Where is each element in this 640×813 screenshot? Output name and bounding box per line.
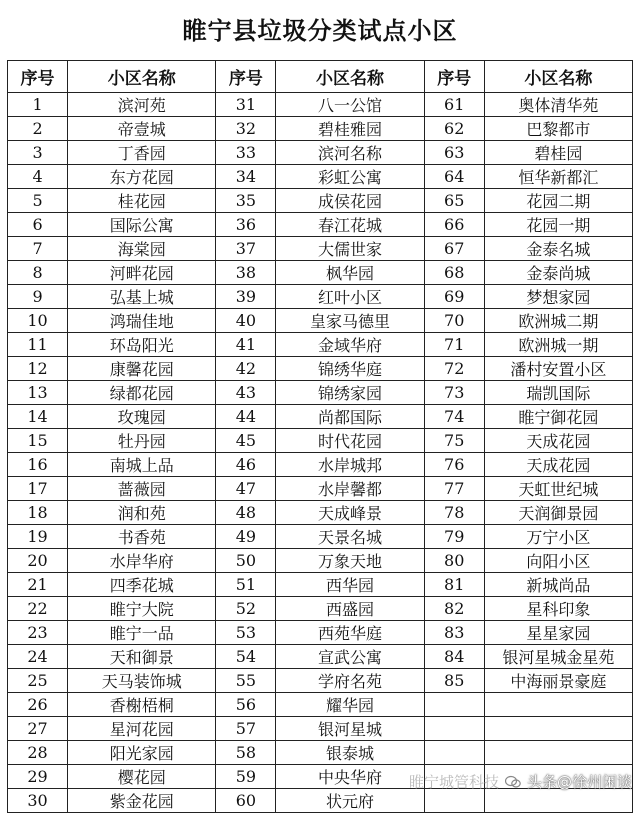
community-name: 万象天地 <box>276 549 424 573</box>
community-name: 鸿瑞佳地 <box>68 309 216 333</box>
community-name: 时代花园 <box>276 429 424 453</box>
row-number: 5 <box>8 189 68 213</box>
row-number: 23 <box>8 621 68 645</box>
community-name: 碧桂雅园 <box>276 117 424 141</box>
table-row <box>8 189 633 213</box>
header-num: 序号 <box>216 61 276 93</box>
table-row <box>8 357 633 381</box>
community-name: 八一公馆 <box>276 93 424 117</box>
community-name: 向阳小区 <box>484 549 632 573</box>
community-name: 樱花园 <box>68 765 216 789</box>
community-name: 金泰名城 <box>484 237 632 261</box>
row-number: 81 <box>424 573 484 597</box>
table-row <box>8 117 633 141</box>
community-name: 碧桂园 <box>484 141 632 165</box>
community-name: 银泰城 <box>276 741 424 765</box>
table-row <box>8 429 633 453</box>
row-number: 74 <box>424 405 484 429</box>
row-number: 37 <box>216 237 276 261</box>
header-name: 小区名称 <box>484 61 632 93</box>
table-row <box>8 453 633 477</box>
row-number: 78 <box>424 501 484 525</box>
community-name: 滨河苑 <box>68 93 216 117</box>
community-name: 绿都花园 <box>68 381 216 405</box>
row-number: 11 <box>8 333 68 357</box>
row-number: 18 <box>8 501 68 525</box>
community-name: 天润御景园 <box>484 501 632 525</box>
table-row <box>8 309 633 333</box>
row-number: 42 <box>216 357 276 381</box>
row-number <box>424 741 484 765</box>
watermark-text: 头条@徐州闲谈 <box>526 773 632 791</box>
row-number: 69 <box>424 285 484 309</box>
table-row <box>8 621 633 645</box>
table-row <box>8 573 633 597</box>
community-name: 天景名城 <box>276 525 424 549</box>
row-number: 83 <box>424 621 484 645</box>
row-number: 16 <box>8 453 68 477</box>
community-name: 花园一期 <box>484 213 632 237</box>
row-number: 73 <box>424 381 484 405</box>
community-name: 西华园 <box>276 573 424 597</box>
row-number: 15 <box>8 429 68 453</box>
row-number: 34 <box>216 165 276 189</box>
row-number: 22 <box>8 597 68 621</box>
row-number: 9 <box>8 285 68 309</box>
community-name: 河畔花园 <box>68 261 216 285</box>
row-number: 6 <box>8 213 68 237</box>
table-row <box>8 165 633 189</box>
row-number: 84 <box>424 645 484 669</box>
row-number: 29 <box>8 765 68 789</box>
community-name: 星星家园 <box>484 621 632 645</box>
row-number: 65 <box>424 189 484 213</box>
community-name: 大儒世家 <box>276 237 424 261</box>
community-name: 水岸馨都 <box>276 477 424 501</box>
community-name <box>484 693 632 717</box>
community-name: 天成花园 <box>484 429 632 453</box>
community-name: 丁香园 <box>68 141 216 165</box>
community-name: 枫华园 <box>276 261 424 285</box>
community-name: 睢宁御花园 <box>484 405 632 429</box>
header-num: 序号 <box>8 61 68 93</box>
community-name: 东方花园 <box>68 165 216 189</box>
community-name: 睢宁大院 <box>68 597 216 621</box>
row-number: 41 <box>216 333 276 357</box>
community-name: 银河星城 <box>276 717 424 741</box>
community-name: 巴黎都市 <box>484 117 632 141</box>
community-name: 紫金花园 <box>68 789 216 813</box>
table-row <box>8 501 633 525</box>
row-number: 66 <box>424 213 484 237</box>
table-row <box>8 717 633 741</box>
table-header-row <box>8 61 633 93</box>
community-name: 润和苑 <box>68 501 216 525</box>
community-name: 花园二期 <box>484 189 632 213</box>
watermark-faded-text: 睢宁城管科技 <box>408 773 499 791</box>
community-table <box>7 60 633 813</box>
community-name: 环岛阳光 <box>68 333 216 357</box>
row-number: 80 <box>424 549 484 573</box>
community-name: 睢宁一品 <box>68 621 216 645</box>
row-number: 21 <box>8 573 68 597</box>
community-name: 香榭梧桐 <box>68 693 216 717</box>
community-name <box>484 717 632 741</box>
community-name: 潘村安置小区 <box>484 357 632 381</box>
row-number: 43 <box>216 381 276 405</box>
community-name: 天成峰景 <box>276 501 424 525</box>
row-number <box>424 789 484 813</box>
row-number: 57 <box>216 717 276 741</box>
row-number: 13 <box>8 381 68 405</box>
community-name: 水岸华府 <box>68 549 216 573</box>
community-name: 康馨花园 <box>68 357 216 381</box>
row-number: 24 <box>8 645 68 669</box>
community-name: 星河花园 <box>68 717 216 741</box>
community-name: 奥体清华苑 <box>484 93 632 117</box>
community-name: 天马装饰城 <box>68 669 216 693</box>
row-number: 45 <box>216 429 276 453</box>
table-row <box>8 669 633 693</box>
row-number: 72 <box>424 357 484 381</box>
row-number: 58 <box>216 741 276 765</box>
community-name: 中央华府 <box>276 765 424 789</box>
row-number: 26 <box>8 693 68 717</box>
row-number: 71 <box>424 333 484 357</box>
community-name: 新城尚品 <box>484 573 632 597</box>
table-row <box>8 525 633 549</box>
table-row <box>8 645 633 669</box>
row-number: 28 <box>8 741 68 765</box>
community-name: 耀华园 <box>276 693 424 717</box>
table-row <box>8 597 633 621</box>
page-title: 睢宁县垃圾分类试点小区 <box>182 16 458 45</box>
row-number: 14 <box>8 405 68 429</box>
row-number <box>424 717 484 741</box>
community-name: 四季花城 <box>68 573 216 597</box>
table-row <box>8 381 633 405</box>
row-number: 76 <box>424 453 484 477</box>
community-name: 阳光家园 <box>68 741 216 765</box>
row-number: 7 <box>8 237 68 261</box>
community-name: 春江花城 <box>276 213 424 237</box>
row-number: 64 <box>424 165 484 189</box>
community-name: 国际公寓 <box>68 213 216 237</box>
row-number: 70 <box>424 309 484 333</box>
community-name: 彩虹公寓 <box>276 165 424 189</box>
community-name: 天和御景 <box>68 645 216 669</box>
community-name: 星科印象 <box>484 597 632 621</box>
community-name: 滨河名称 <box>276 141 424 165</box>
table-row <box>8 693 633 717</box>
table-row <box>8 741 633 765</box>
row-number: 30 <box>8 789 68 813</box>
row-number: 51 <box>216 573 276 597</box>
row-number: 62 <box>424 117 484 141</box>
community-name: 恒华新都汇 <box>484 165 632 189</box>
row-number: 85 <box>424 669 484 693</box>
header-name: 小区名称 <box>276 61 424 93</box>
community-name <box>484 741 632 765</box>
row-number: 75 <box>424 429 484 453</box>
table-row <box>8 261 633 285</box>
community-name: 蔷薇园 <box>68 477 216 501</box>
community-name: 玫瑰园 <box>68 405 216 429</box>
row-number: 47 <box>216 477 276 501</box>
table-row <box>8 405 633 429</box>
community-name: 尚都国际 <box>276 405 424 429</box>
row-number: 54 <box>216 645 276 669</box>
row-number: 39 <box>216 285 276 309</box>
row-number: 32 <box>216 117 276 141</box>
row-number: 10 <box>8 309 68 333</box>
community-name: 宣武公寓 <box>276 645 424 669</box>
community-name: 书香苑 <box>68 525 216 549</box>
community-name: 红叶小区 <box>276 285 424 309</box>
community-name: 帝壹城 <box>68 117 216 141</box>
row-number: 12 <box>8 357 68 381</box>
row-number: 19 <box>8 525 68 549</box>
row-number: 25 <box>8 669 68 693</box>
table-row <box>8 789 633 813</box>
row-number: 46 <box>216 453 276 477</box>
row-number: 77 <box>424 477 484 501</box>
table-row <box>8 93 633 117</box>
table-row <box>8 285 633 309</box>
row-number: 60 <box>216 789 276 813</box>
row-number: 31 <box>216 93 276 117</box>
community-name: 海棠园 <box>68 237 216 261</box>
community-name <box>484 789 632 813</box>
community-name: 皇家马德里 <box>276 309 424 333</box>
row-number: 52 <box>216 597 276 621</box>
row-number: 4 <box>8 165 68 189</box>
community-name: 梦想家园 <box>484 285 632 309</box>
community-name: 弘基上城 <box>68 285 216 309</box>
row-number: 63 <box>424 141 484 165</box>
community-name: 牡丹园 <box>68 429 216 453</box>
row-number: 35 <box>216 189 276 213</box>
row-number: 40 <box>216 309 276 333</box>
community-name: 桂花园 <box>68 189 216 213</box>
row-number: 44 <box>216 405 276 429</box>
row-number: 1 <box>8 93 68 117</box>
community-name: 学府名苑 <box>276 669 424 693</box>
row-number: 67 <box>424 237 484 261</box>
row-number: 20 <box>8 549 68 573</box>
row-number: 55 <box>216 669 276 693</box>
community-name: 天成花园 <box>484 453 632 477</box>
community-name: 水岸城邦 <box>276 453 424 477</box>
community-name: 天虹世纪城 <box>484 477 632 501</box>
row-number: 61 <box>424 93 484 117</box>
row-number: 27 <box>8 717 68 741</box>
row-number: 68 <box>424 261 484 285</box>
community-name: 锦绣华庭 <box>276 357 424 381</box>
table-row <box>8 333 633 357</box>
row-number: 36 <box>216 213 276 237</box>
table-row <box>8 213 633 237</box>
community-name: 金域华府 <box>276 333 424 357</box>
chat-bubble-icon <box>505 775 521 789</box>
row-number: 49 <box>216 525 276 549</box>
community-name: 西苑华庭 <box>276 621 424 645</box>
row-number: 48 <box>216 501 276 525</box>
table-row <box>8 141 633 165</box>
community-name: 成侯花园 <box>276 189 424 213</box>
row-number: 2 <box>8 117 68 141</box>
table-row <box>8 237 633 261</box>
row-number: 33 <box>216 141 276 165</box>
row-number <box>424 693 484 717</box>
row-number: 53 <box>216 621 276 645</box>
row-number: 79 <box>424 525 484 549</box>
community-name: 银河星城金星苑 <box>484 645 632 669</box>
community-name: 万宁小区 <box>484 525 632 549</box>
row-number: 8 <box>8 261 68 285</box>
row-number: 38 <box>216 261 276 285</box>
community-name: 中海丽景豪庭 <box>484 669 632 693</box>
community-name: 欧洲城一期 <box>484 333 632 357</box>
table-row <box>8 477 633 501</box>
row-number: 3 <box>8 141 68 165</box>
row-number: 56 <box>216 693 276 717</box>
row-number: 82 <box>424 597 484 621</box>
community-name: 状元府 <box>276 789 424 813</box>
row-number: 50 <box>216 549 276 573</box>
header-num: 序号 <box>424 61 484 93</box>
table-row <box>8 549 633 573</box>
row-number: 17 <box>8 477 68 501</box>
row-number: 59 <box>216 765 276 789</box>
table-body <box>8 93 633 813</box>
community-name: 瑞凯国际 <box>484 381 632 405</box>
header-name: 小区名称 <box>68 61 216 93</box>
community-name: 南城上品 <box>68 453 216 477</box>
watermark <box>409 771 632 792</box>
community-name: 锦绣家园 <box>276 381 424 405</box>
community-name: 西盛园 <box>276 597 424 621</box>
community-name: 金泰尚城 <box>484 261 632 285</box>
community-name: 欧洲城二期 <box>484 309 632 333</box>
